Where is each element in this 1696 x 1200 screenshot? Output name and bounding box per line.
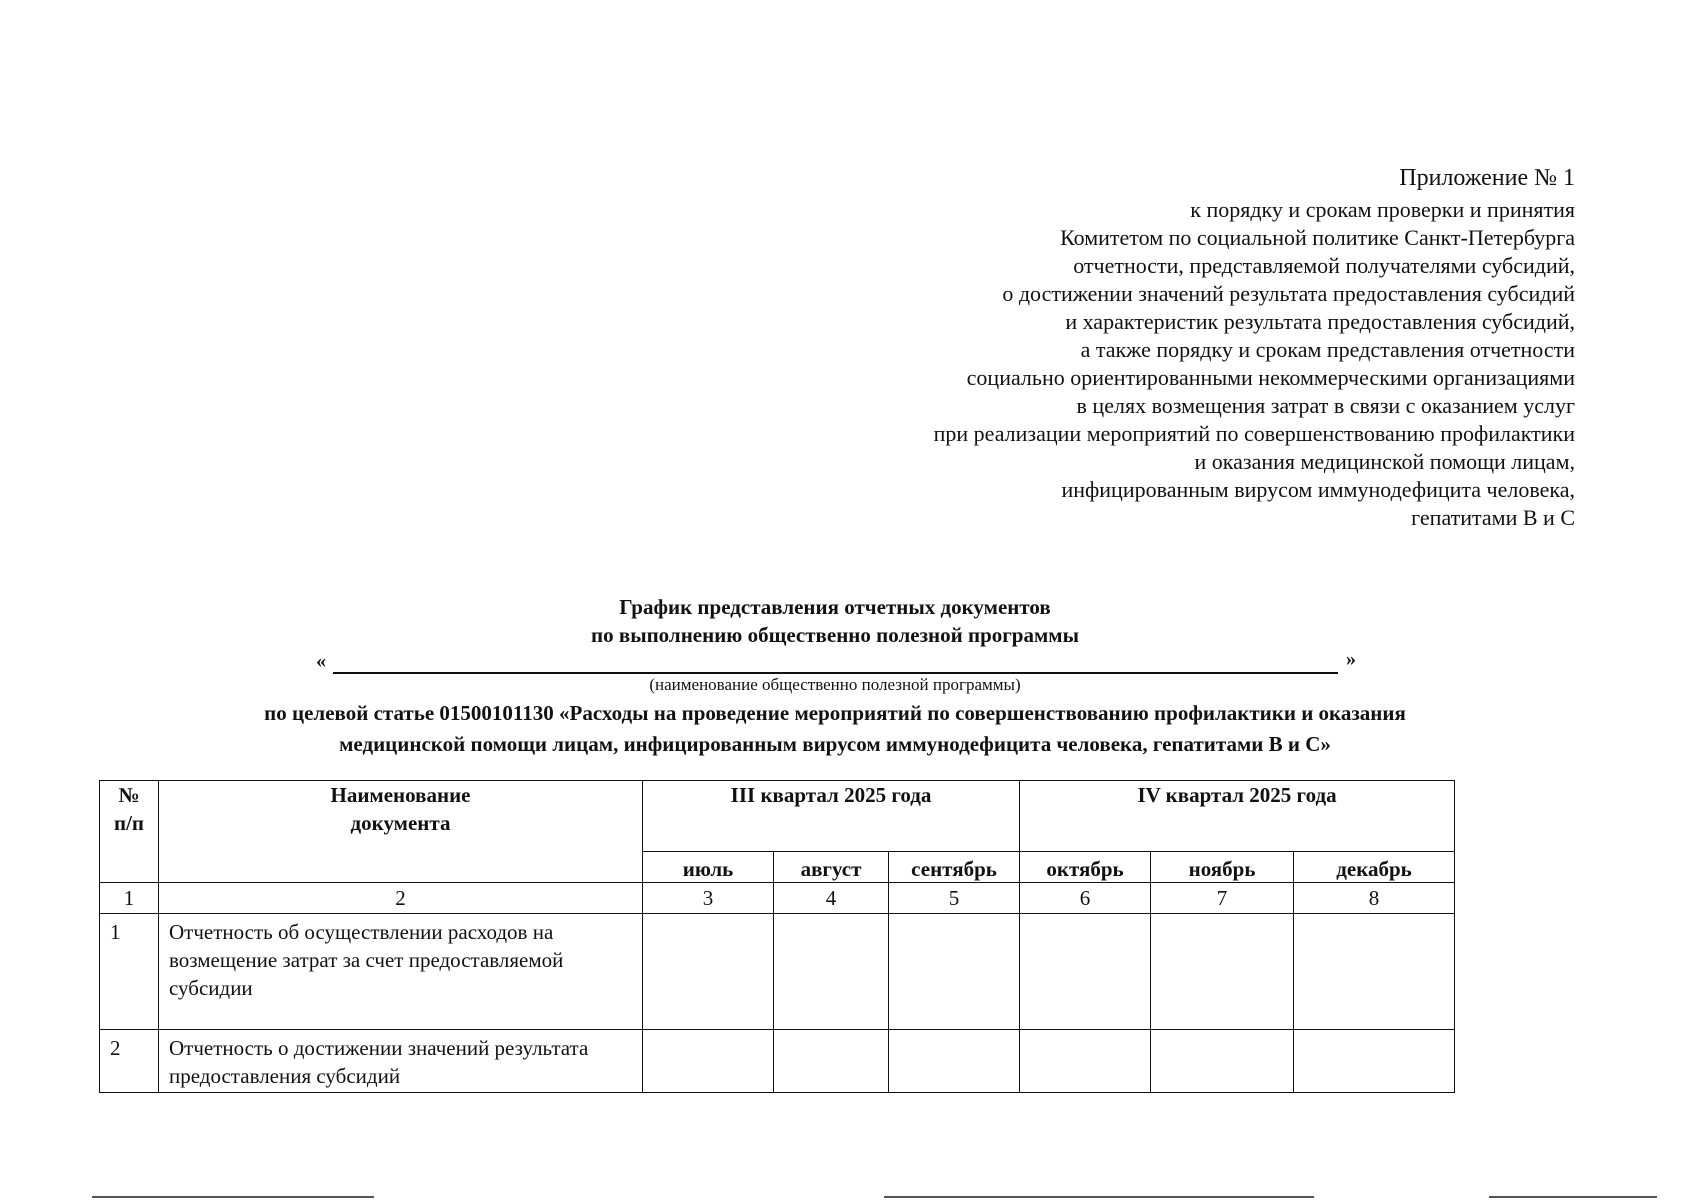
schedule-cell xyxy=(643,1030,774,1093)
column-number: 3 xyxy=(643,883,774,914)
schedule-cell xyxy=(1020,1030,1151,1093)
appendix-line: социально ориентированными некоммерческими организациями xyxy=(966,365,1575,390)
column-header-month: август xyxy=(774,852,889,883)
column-header-number xyxy=(100,781,159,883)
appendix-header xyxy=(934,160,1575,532)
column-header-quarter-3: III квартал 2025 года xyxy=(643,781,1020,852)
appendix-line: и оказания медицинской помощи лицам, xyxy=(1194,449,1575,474)
table-row xyxy=(100,1030,1455,1093)
appendix-line: при реализации мероприятий по совершенствованию профилактики xyxy=(933,421,1575,446)
column-numbers-row xyxy=(100,883,1455,914)
column-number: 2 xyxy=(159,883,643,914)
schedule-cell xyxy=(889,914,1020,1030)
appendix-line: в целях возмещения затрат в связи с оказанием услуг xyxy=(1076,393,1575,418)
schedule-cell xyxy=(1294,914,1455,1030)
appendix-line: отчетности, представляемой получателями субсидий, xyxy=(1073,253,1575,278)
schedule-cell xyxy=(889,1030,1020,1093)
program-name-caption: (наименование общественно полезной программы) xyxy=(649,675,1021,694)
column-header-month: декабрь xyxy=(1294,852,1455,883)
column-header-number-line-1: № xyxy=(118,783,140,807)
appendix-line: о достижении значений результата предоставления субсидий xyxy=(1002,281,1575,306)
table-row xyxy=(100,914,1455,1030)
appendix-line: Комитетом по социальной политике Санкт-Петербурга xyxy=(1060,225,1575,250)
column-header-document xyxy=(159,781,643,883)
appendix-line: инфицированным вирусом иммунодефицита человека, xyxy=(1061,477,1575,502)
column-header-document-line-2: документа xyxy=(350,811,451,835)
column-number: 6 xyxy=(1020,883,1151,914)
target-article-line-2: медицинской помощи лицам, инфицированным вирусом иммунодефицита человека, гепатитами В и С» xyxy=(339,732,1331,756)
target-article xyxy=(0,698,1670,760)
program-name-field xyxy=(316,648,1356,676)
appendix-line: гепатитами В и С xyxy=(1411,505,1575,530)
quote-open: « xyxy=(316,650,326,672)
table-header-row xyxy=(100,781,1455,852)
target-article-line-1: по целевой статье 01500101130 «Расходы на проведение мероприятий по совершенствованию профилактики и оказания xyxy=(264,701,1406,725)
document-title-line-2: по выполнению общественно полезной программы xyxy=(591,623,1079,647)
column-number: 8 xyxy=(1294,883,1455,914)
schedule-cell xyxy=(1151,914,1294,1030)
column-number: 5 xyxy=(889,883,1020,914)
document-title-line-1: График представления отчетных документов xyxy=(619,595,1051,619)
row-document-name: Отчетность об осуществлении расходов на возмещение затрат за счет предоставляемой субсидии xyxy=(159,914,643,1030)
schedule-cell xyxy=(643,914,774,1030)
column-number: 4 xyxy=(774,883,889,914)
quote-close: » xyxy=(1346,648,1356,670)
column-header-month: сентябрь xyxy=(889,852,1020,883)
row-number: 1 xyxy=(100,914,159,1030)
column-number: 1 xyxy=(100,883,159,914)
appendix-line: а также порядку и срокам представления отчетности xyxy=(1080,337,1575,362)
schedule-cell xyxy=(1294,1030,1455,1093)
appendix-title: Приложение № 1 xyxy=(1399,165,1575,191)
schedule-cell xyxy=(1151,1030,1294,1093)
footer-rule xyxy=(884,1196,1314,1198)
column-number: 7 xyxy=(1151,883,1294,914)
schedule-cell xyxy=(774,1030,889,1093)
schedule-cell xyxy=(774,914,889,1030)
column-header-month: ноябрь xyxy=(1151,852,1294,883)
column-header-document-line-1: Наименование xyxy=(330,783,471,807)
appendix-line: к порядку и срокам проверки и принятия xyxy=(1190,197,1575,222)
column-header-number-line-2: п/п xyxy=(113,811,145,835)
schedule-cell xyxy=(1020,914,1151,1030)
column-header-month: июль xyxy=(643,852,774,883)
row-number: 2 xyxy=(100,1030,159,1093)
footer-rule xyxy=(92,1196,374,1198)
column-header-quarter-4: IV квартал 2025 года xyxy=(1020,781,1455,852)
column-header-month: октябрь xyxy=(1020,852,1151,883)
document-title xyxy=(0,593,1670,649)
schedule-table xyxy=(99,780,1455,1093)
appendix-line: и характеристик результата предоставления субсидий, xyxy=(1065,309,1575,334)
footer-rule xyxy=(1489,1196,1657,1198)
row-document-name: Отчетность о достижении значений результата предоставления субсидий xyxy=(159,1030,643,1093)
